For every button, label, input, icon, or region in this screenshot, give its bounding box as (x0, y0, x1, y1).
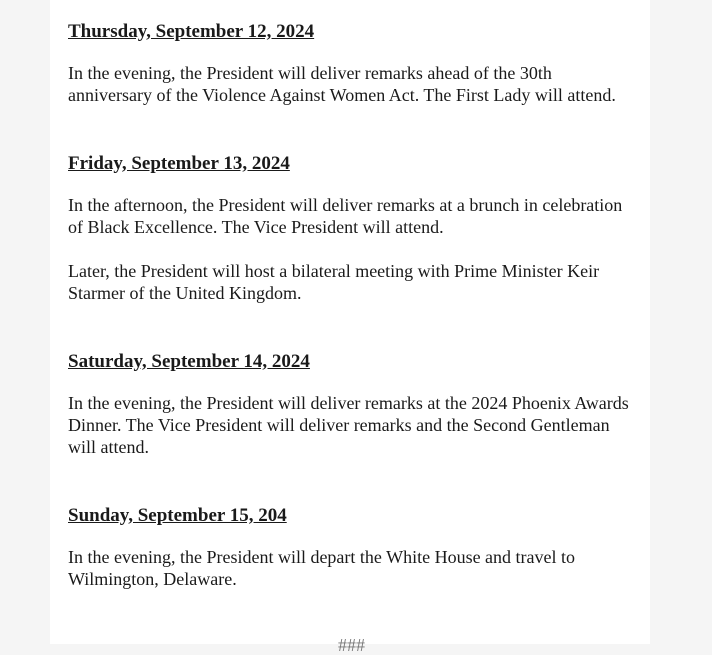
day-paragraph: In the evening, the President will depart the White House and travel to Wilmington, Delaware. (68, 547, 576, 589)
day-heading: Sunday, September 15, 204 (68, 505, 287, 526)
day-paragraph: In the afternoon, the President will deliver remarks at a brunch in celebration of Black Excellence. The Vice President will attend. (68, 195, 623, 237)
day-paragraph: In the evening, the President will deliver remarks at the 2024 Phoenix Awards Dinner. The Vice President will deliver remarks and the Second Gentleman will attend. (68, 393, 629, 457)
document-page (50, 0, 650, 655)
day-paragraph: In the evening, the President will deliver remarks ahead of the 30th anniversary of the Violence Against Women Act. The First Lady will attend. (68, 63, 616, 105)
day-sunday (68, 502, 632, 590)
day-heading: Thursday, September 12, 2024 (68, 21, 315, 42)
day-friday (68, 150, 632, 304)
day-paragraph: Later, the President will host a bilateral meeting with Prime Minister Keir Starmer of the United Kingdom. (68, 261, 600, 303)
day-heading: Saturday, September 14, 2024 (68, 351, 310, 372)
end-separator: ### (338, 635, 365, 655)
schedule-content (68, 18, 632, 634)
day-thursday (68, 18, 632, 106)
day-saturday (68, 348, 632, 458)
day-heading: Friday, September 13, 2024 (68, 153, 290, 174)
